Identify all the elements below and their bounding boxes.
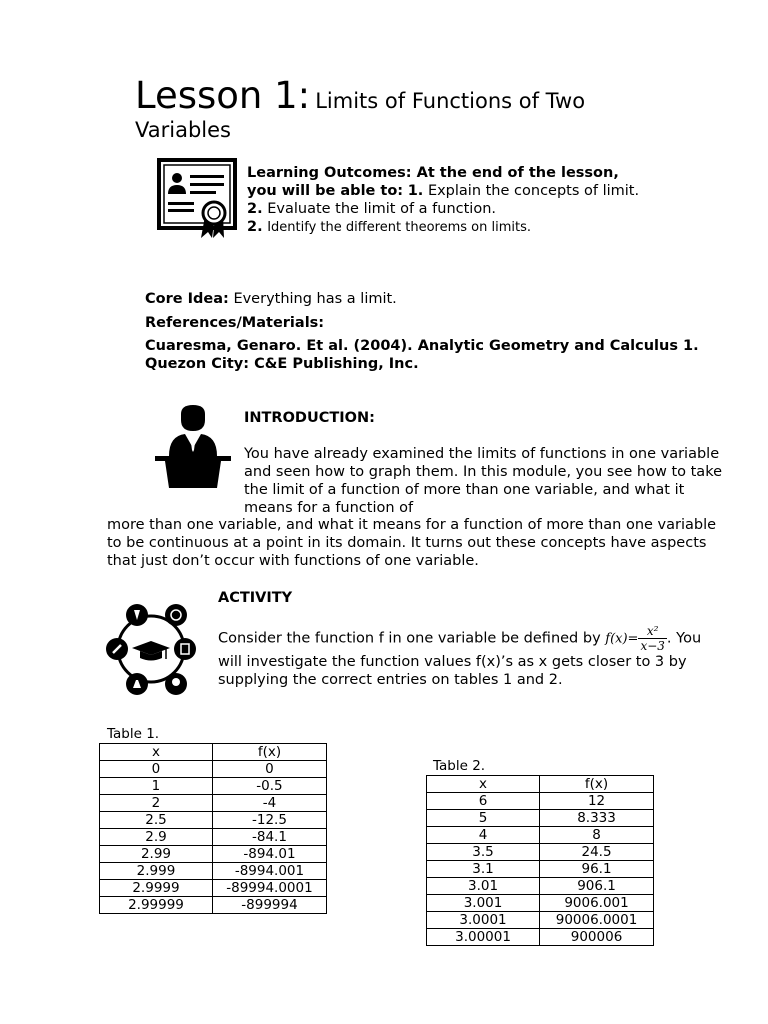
table-row <box>427 827 654 844</box>
activity-instructions <box>218 624 718 689</box>
table-2-caption: Table 2. <box>433 758 486 774</box>
table-row <box>427 844 654 861</box>
table-row <box>100 846 327 863</box>
table-2 <box>426 775 654 946</box>
table-cell: 2.99 <box>100 846 213 863</box>
table-cell: 2.99999 <box>100 897 213 914</box>
table-row <box>100 812 327 829</box>
table-cell: 3.01 <box>427 878 540 895</box>
table-cell: -894.01 <box>212 846 326 863</box>
table-cell: 5 <box>427 810 540 827</box>
core-idea-text: Everything has a limit. <box>233 291 397 307</box>
outcome-3-text: Identify the different theorems on limits. <box>267 220 531 235</box>
table-cell: 3.0001 <box>427 912 540 929</box>
table-cell: 2.9 <box>100 829 213 846</box>
table-row <box>100 778 327 795</box>
table-cell: 4 <box>427 827 540 844</box>
table-cell: 6 <box>427 793 540 810</box>
table-row <box>427 861 654 878</box>
table-cell: 0 <box>100 761 213 778</box>
table-cell: -8994.001 <box>212 863 326 880</box>
formula-fraction <box>638 624 666 653</box>
table-cell: 2 <box>100 795 213 812</box>
table-row <box>427 895 654 912</box>
table-cell: 1 <box>100 778 213 795</box>
formula-numerator: x² <box>638 624 666 639</box>
table-cell: 906.1 <box>540 878 654 895</box>
table-1 <box>99 743 327 914</box>
table-cell: 3.00001 <box>427 929 540 946</box>
table-row <box>427 793 654 810</box>
table-row <box>100 863 327 880</box>
activity-heading: ACTIVITY <box>218 590 293 606</box>
table-row <box>427 929 654 946</box>
table-cell: 96.1 <box>540 861 654 878</box>
table-row <box>427 912 654 929</box>
table-cell: 8.333 <box>540 810 654 827</box>
reference-citation: Cuaresma, Genaro. Et al. (2004). Analytic Geometry and Calculus 1. Quezon City: C&E Publishing, Inc. <box>145 338 699 372</box>
table-row <box>427 878 654 895</box>
formula-denominator: x−3 <box>640 639 665 653</box>
outcome-3-number: 2. <box>247 219 263 235</box>
table-cell: -12.5 <box>212 812 326 829</box>
education-science-icon <box>104 601 198 697</box>
table-cell: -4 <box>212 795 326 812</box>
table-cell: 24.5 <box>540 844 654 861</box>
introduction-paragraph-2: more than one variable, and what it means for a function of more than one variable to be continuous at a point in its domain. It turns out these concepts have aspects that just don’t occur with functions of one variable. <box>107 517 717 569</box>
table-cell: 900006 <box>540 929 654 946</box>
table-header-cell: f(x) <box>212 744 326 761</box>
lesson-number: Lesson 1: <box>135 74 311 117</box>
table-cell: 2.5 <box>100 812 213 829</box>
certificate-icon <box>157 158 237 240</box>
table-cell: 8 <box>540 827 654 844</box>
table-cell: 3.001 <box>427 895 540 912</box>
table-cell: 3.5 <box>427 844 540 861</box>
table-row <box>100 761 327 778</box>
table-row <box>100 829 327 846</box>
table-row <box>100 795 327 812</box>
table-cell: 90006.0001 <box>540 912 654 929</box>
table-row <box>100 880 327 897</box>
introduction-paragraph-1: You have already examined the limits of functions in one variable and seen how to graph them. In this module, you see how to take the limit of a function of more than one variable, and what it means for a function of <box>244 446 722 516</box>
references-label: References/Materials: <box>145 315 325 331</box>
table-cell: -89994.0001 <box>212 880 326 897</box>
teacher-at-podium-icon <box>153 404 233 490</box>
table-cell: 2.9999 <box>100 880 213 897</box>
table-cell: -0.5 <box>212 778 326 795</box>
core-idea-label: Core Idea: <box>145 291 229 307</box>
table-cell: 2.999 <box>100 863 213 880</box>
activity-text-after: . You will investigate the function values f(x)’s as x gets closer to 3 by supplying the correct entries on tables 1 and 2. <box>218 630 702 688</box>
table-1-caption: Table 1. <box>107 726 160 742</box>
table-cell: 12 <box>540 793 654 810</box>
table-cell: -899994 <box>212 897 326 914</box>
table-cell: 9006.001 <box>540 895 654 912</box>
introduction-heading: INTRODUCTION: <box>244 410 375 426</box>
lesson-topic: Limits of Functions of Two <box>315 89 586 113</box>
table-row <box>427 810 654 827</box>
table-header-cell: x <box>100 744 213 761</box>
activity-text-before: Consider the function f in one variable be defined by <box>218 630 601 647</box>
learning-outcomes <box>247 164 647 237</box>
table-row <box>100 897 327 914</box>
core-idea <box>145 290 397 308</box>
table-cell: 0 <box>212 761 326 778</box>
outcomes-intro: Learning Outcomes: At the end of the lesson, you will be able to: <box>247 165 619 199</box>
table-header-cell: x <box>427 776 540 793</box>
outcome-2-text: Evaluate the limit of a function. <box>267 201 496 217</box>
table-cell: 3.1 <box>427 861 540 878</box>
outcome-1-text: Explain the concepts of limit. <box>427 183 640 199</box>
outcome-2-number: 2. <box>247 201 263 217</box>
lesson-topic-continued: Variables <box>135 118 231 142</box>
formula-lhs: f(x)= <box>605 631 639 647</box>
table-header-cell: f(x) <box>540 776 654 793</box>
outcome-1-number: 1. <box>407 183 424 199</box>
table-cell: -84.1 <box>212 829 326 846</box>
